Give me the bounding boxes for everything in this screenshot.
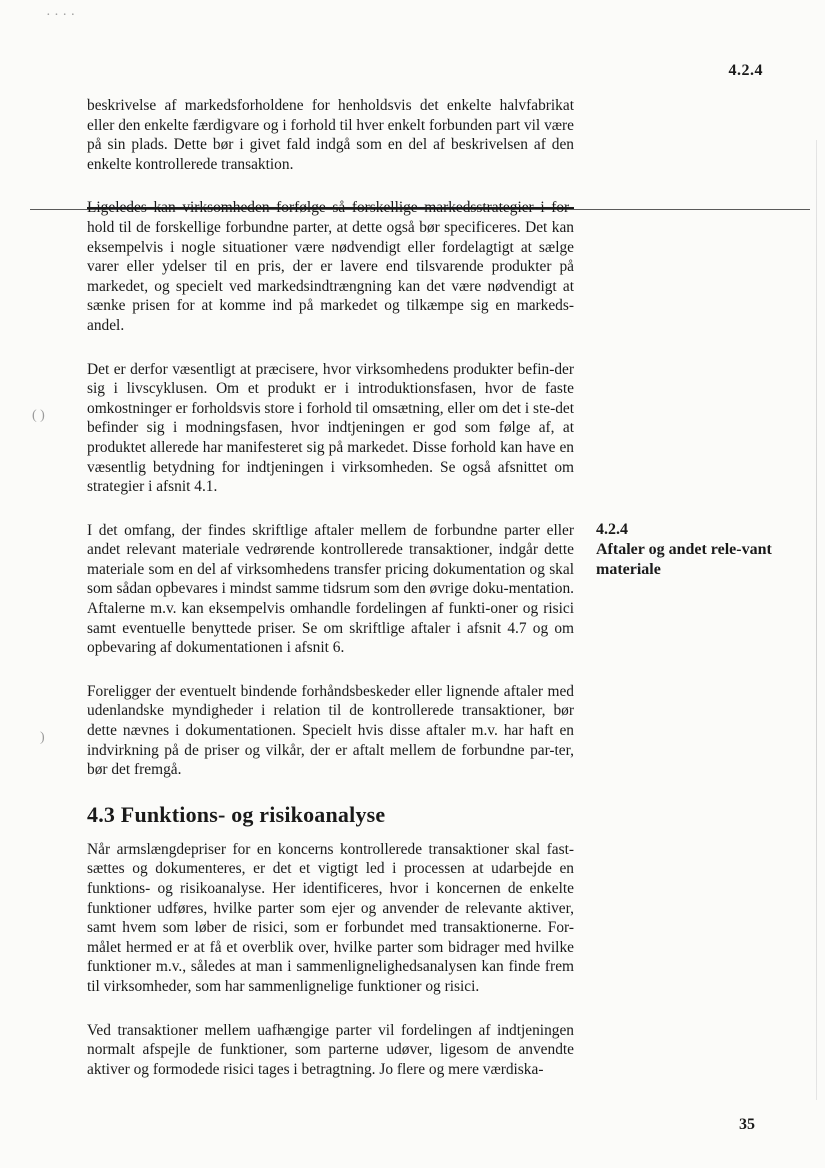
- margin-heading-title: Aftaler og andet rele-vant materiale: [596, 541, 772, 578]
- margin-heading: [596, 520, 776, 580]
- section-heading: 4.3 Funktions- og risikoanalyse: [87, 801, 386, 827]
- paragraph: Det er derfor væsentligt at præcisere, hvor virksomhedens produkter befin-der sig i livscyklusen. Om et produkt er i introduktionsfasen, hvor de faste omkostninger er forholdsvis store i forhold til omsætning, eller om det i ste-det befinder sig i modningsfasen, hvor indtjeningen er god som følge af, at produktet allerede har manifesteret sig på markedet. Disse forhold kan have en væsentlig betydning for indtjeningen i virksomheden. Se også afsnittet om strategier i afsnit 4.1.: [87, 360, 574, 496]
- struck-through-line: Ligeledes kan virksomheden forfølge så forskellige markedsstrategier i for-: [87, 199, 574, 217]
- running-header-section-number: 4.2.4: [728, 62, 763, 79]
- paragraph: beskrivelse af markedsforholdene for henholdsvis det enkelte halvfabrikat eller den enkelte færdigvare og i forhold til hver enkelt forbunden part vil være på sin plads. Dette bør i givet fald indgå som en del af beskrivelsen af den enkelte kontrollerede transaktion.: [87, 97, 574, 173]
- scan-speck: ): [40, 730, 45, 745]
- paragraph: Foreligger der eventuelt bindende forhåndsbeskeder eller lignende aftaler med udenlandske myndigheder i relation til de kontrollerede transaktioner, bør dette nævnes i dokumentationen. Specielt hvis disse aftaler m.v. har haft en indvirkning på de priser og vilkår, der er aftalt mellem de forbundne par-ter, bør det fremgå.: [87, 682, 574, 779]
- paragraph: I det omfang, der findes skriftlige aftaler mellem de forbundne parter eller andet relevant materiale vedrørende kontrollerede transaktioner, indgår dette materiale som en del af virksomhedens transfer pricing dokumentation og skal som sådan opbevares i mindst samme tidsrum som den øvrige doku-mentation. Aftalerne m.v. kan eksempelvis omhandle fordelingen af funkti-oner og risici samt eventuelle benyttede priser. Se om skriftlige aftaler i afsnit 4.7 og om opbevaring af dokumentationen i afsnit 6.: [87, 521, 574, 657]
- paragraph-text: hold til de forskellige forbundne parter, at dette også bør specificeres. Det kan eksempelvis i nogle situationer være nødvendigt eller fordelagtigt at sælge varer eller ydelser til en pris, der er lavere end tilsvarende produkter på markedet, og specielt ved markedsindtrængning kan det være nødvendigt at sænke prisen for at komme ind på markedet og tilkæmpe sig en markeds-andel.: [87, 218, 574, 334]
- scan-speck: · · · ·: [46, 8, 76, 23]
- page-edge-shadow: [816, 140, 817, 1100]
- page-number: 35: [739, 1116, 755, 1133]
- margin-heading-number: 4.2.4: [596, 521, 628, 538]
- main-text-column: [87, 96, 574, 1103]
- scan-speck: ( ): [32, 408, 45, 423]
- paragraph: [87, 198, 574, 335]
- paragraph: Når armslængdepriser for en koncerns kontrollerede transaktioner skal fast-sættes og dokumenteres, er det et vigtigt led i processen at udarbejde en funktions- og risikoanalyse. Her identificeres, hvor i koncernen de enkelte funktioner udføres, hvilke parter som ejer og anvender de relevante aktiver, samt hvem som løber de risici, som er forbundet med transaktionerne. For-målet hermed er at få et overblik over, hvilke parter som bidrager med hvilke funktioner m.v., således at man i sammenlignelighedsanalysen kan finde frem til virksomheder, som har sammenlignelige funktioner og risici.: [87, 840, 574, 995]
- paragraph: Ved transaktioner mellem uafhængige parter vil fordelingen af indtjeningen normalt afspejle de funktioner, som parterne udøver, ligesom de anvendte aktiver og formodede risici tages i betragtning. Jo flere og mere værdiska-: [87, 1021, 574, 1078]
